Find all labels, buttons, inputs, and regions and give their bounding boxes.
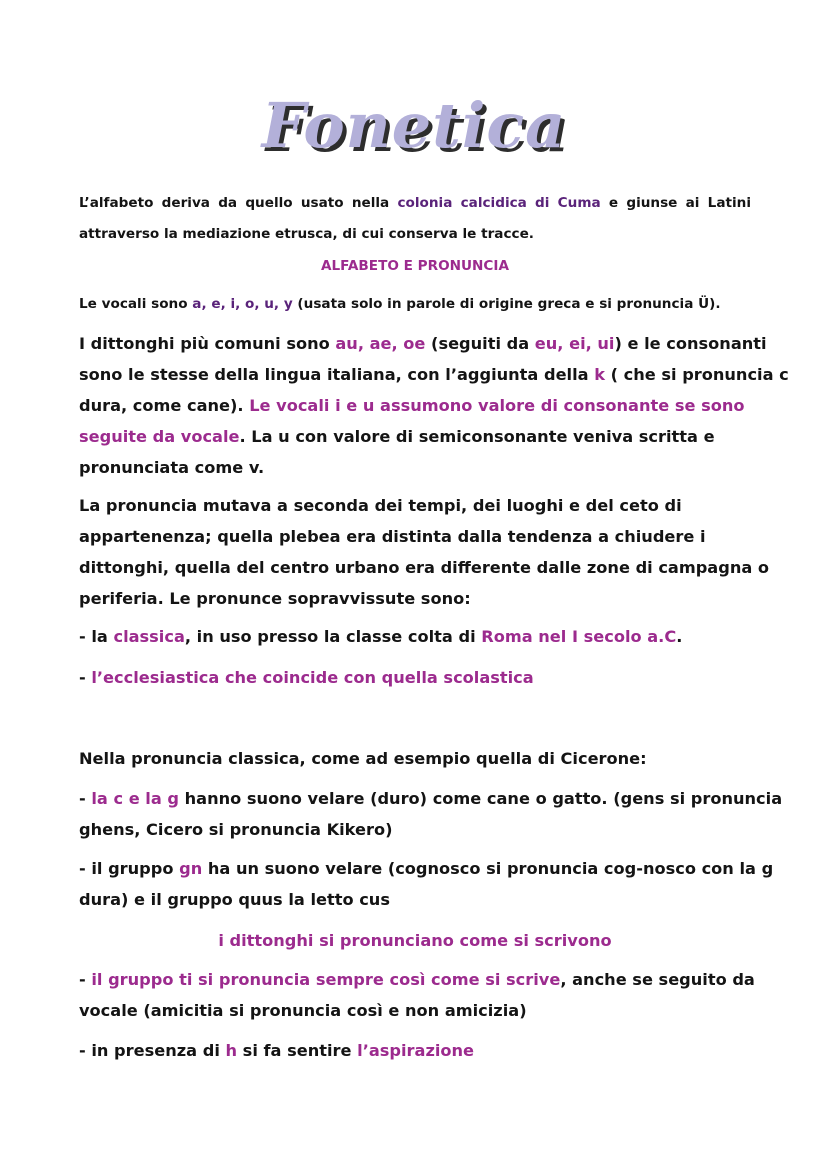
rule-gn (79, 853, 774, 915)
page-title: Fonetica (261, 89, 567, 162)
diph-highlight: k (594, 365, 605, 384)
diph-text: I dittonghi più comuni sono (79, 334, 336, 353)
rule-highlight: il gruppo ti si pronuncia sempre così come si scrive (91, 970, 561, 989)
rule-highlight: gn (179, 859, 203, 878)
diphthongs-line-3 (79, 390, 751, 421)
diphthongs-paragraph (79, 328, 789, 483)
diph-highlight: Le vocali i e u assumono valore di consonante se sono (249, 396, 745, 415)
rule-text: hanno suono velare (duro) come cane o gatto. (gens si pronuncia (179, 789, 783, 808)
title-container (0, 88, 828, 164)
rule-ti-line-2: vocale (amicitia si pronuncia così e non amicizia) (79, 1001, 527, 1020)
rule-c-g (79, 783, 783, 845)
diph-highlight: au, ae, oe (335, 334, 426, 353)
rule-text: - (79, 970, 92, 989)
diph-text: ( che si pronuncia c (604, 365, 789, 384)
bullet-text: - la (79, 627, 114, 646)
intro-text-1: L’alfabeto deriva da quello usato nella (79, 195, 398, 211)
diph-text: (seguiti da (425, 334, 535, 353)
diphthongs-line-2 (79, 359, 789, 390)
diphthongs-line-4 (79, 421, 751, 452)
pronunciation-line-1: La pronuncia mutava a seconda dei tempi, dei luoghi e del ceto di (79, 496, 682, 515)
rule-text: , anche se seguito da (560, 970, 755, 989)
rule-text: - (79, 789, 92, 808)
bullet-highlight: l’ecclesiastica che coincide con quella scolastica (91, 668, 534, 687)
rule-gn-line-1 (79, 853, 774, 884)
pronunciation-line-2: appartenenza; quella plebea era distinta dalla tendenza a chiudere i (79, 527, 706, 546)
pronunciation-paragraph (79, 490, 770, 614)
section-heading: ALFABETO E PRONUNCIA (321, 258, 509, 274)
pronunciation-line-4: periferia. Le pronunce sopravvissute sono: (79, 589, 471, 608)
vowels-line (79, 289, 751, 320)
intro-paragraph (79, 188, 751, 250)
diph-text: dura, come cane). (79, 396, 250, 415)
rule-text: - in presenza di (79, 1041, 226, 1060)
rule-text: ha un suono velare (cognosco si pronuncia cog-nosco con la g (202, 859, 774, 878)
pronunciation-line-3: dittonghi, quella del centro urbano era differente dalle zone di campagna o (79, 558, 770, 577)
rule-highlight: l’aspirazione (357, 1041, 475, 1060)
diphthongs-line-5: pronunciata come v. (79, 458, 265, 477)
rule-c-g-line-1 (79, 783, 783, 814)
diphthongs-line-1 (79, 328, 767, 359)
vowels-text-2: (usata solo in parole di origine greca e si pronuncia Ü). (292, 296, 721, 312)
bullet-classica (79, 621, 751, 652)
diph-text: ) e le consonanti (614, 334, 767, 353)
bullet-text: , in uso presso la classe colta di (184, 627, 482, 646)
bullet-highlight: Roma nel I secolo a.C (481, 627, 677, 646)
vowels-text-1: Le vocali sono (79, 296, 193, 312)
rule-gn-line-2: dura) e il gruppo quus la letto cus (79, 890, 390, 909)
rule-h (79, 1035, 751, 1066)
rule-text: si fa sentire (237, 1041, 358, 1060)
diph-highlight: seguite da vocale (79, 427, 240, 446)
bullet-ecclesiastica (79, 662, 751, 693)
diph-text: sono le stesse della lingua italiana, con l’aggiunta della (79, 365, 595, 384)
rule-c-g-line-2: ghens, Cicero si pronuncia Kikero) (79, 820, 393, 839)
diph-highlight: eu, ei, ui (534, 334, 615, 353)
rule-text: - il gruppo (79, 859, 180, 878)
rule-ti (79, 964, 755, 1026)
bullet-highlight: classica (113, 627, 185, 646)
diph-text: . La u con valore di semiconsonante veniva scritta e (239, 427, 715, 446)
bullet-text: - (79, 668, 92, 687)
rule-ti-line-1 (79, 964, 755, 995)
diphthong-rule: i dittonghi si pronunciano come si scrivono (218, 931, 612, 950)
rule-highlight: la c e la g (91, 789, 180, 808)
intro-highlight-cuma: colonia calcidica di Cuma (397, 195, 601, 211)
classic-intro: Nella pronuncia classica, come ad esempio quella di Cicerone: (79, 749, 647, 768)
rule-highlight: h (225, 1041, 238, 1060)
vowels-highlight: a, e, i, o, u, y (192, 296, 293, 312)
bullet-text: . (676, 627, 683, 646)
intro-text-2: e giunse ai Latini attraverso la mediazione etrusca, di cui conserva le tracce. (79, 195, 752, 242)
